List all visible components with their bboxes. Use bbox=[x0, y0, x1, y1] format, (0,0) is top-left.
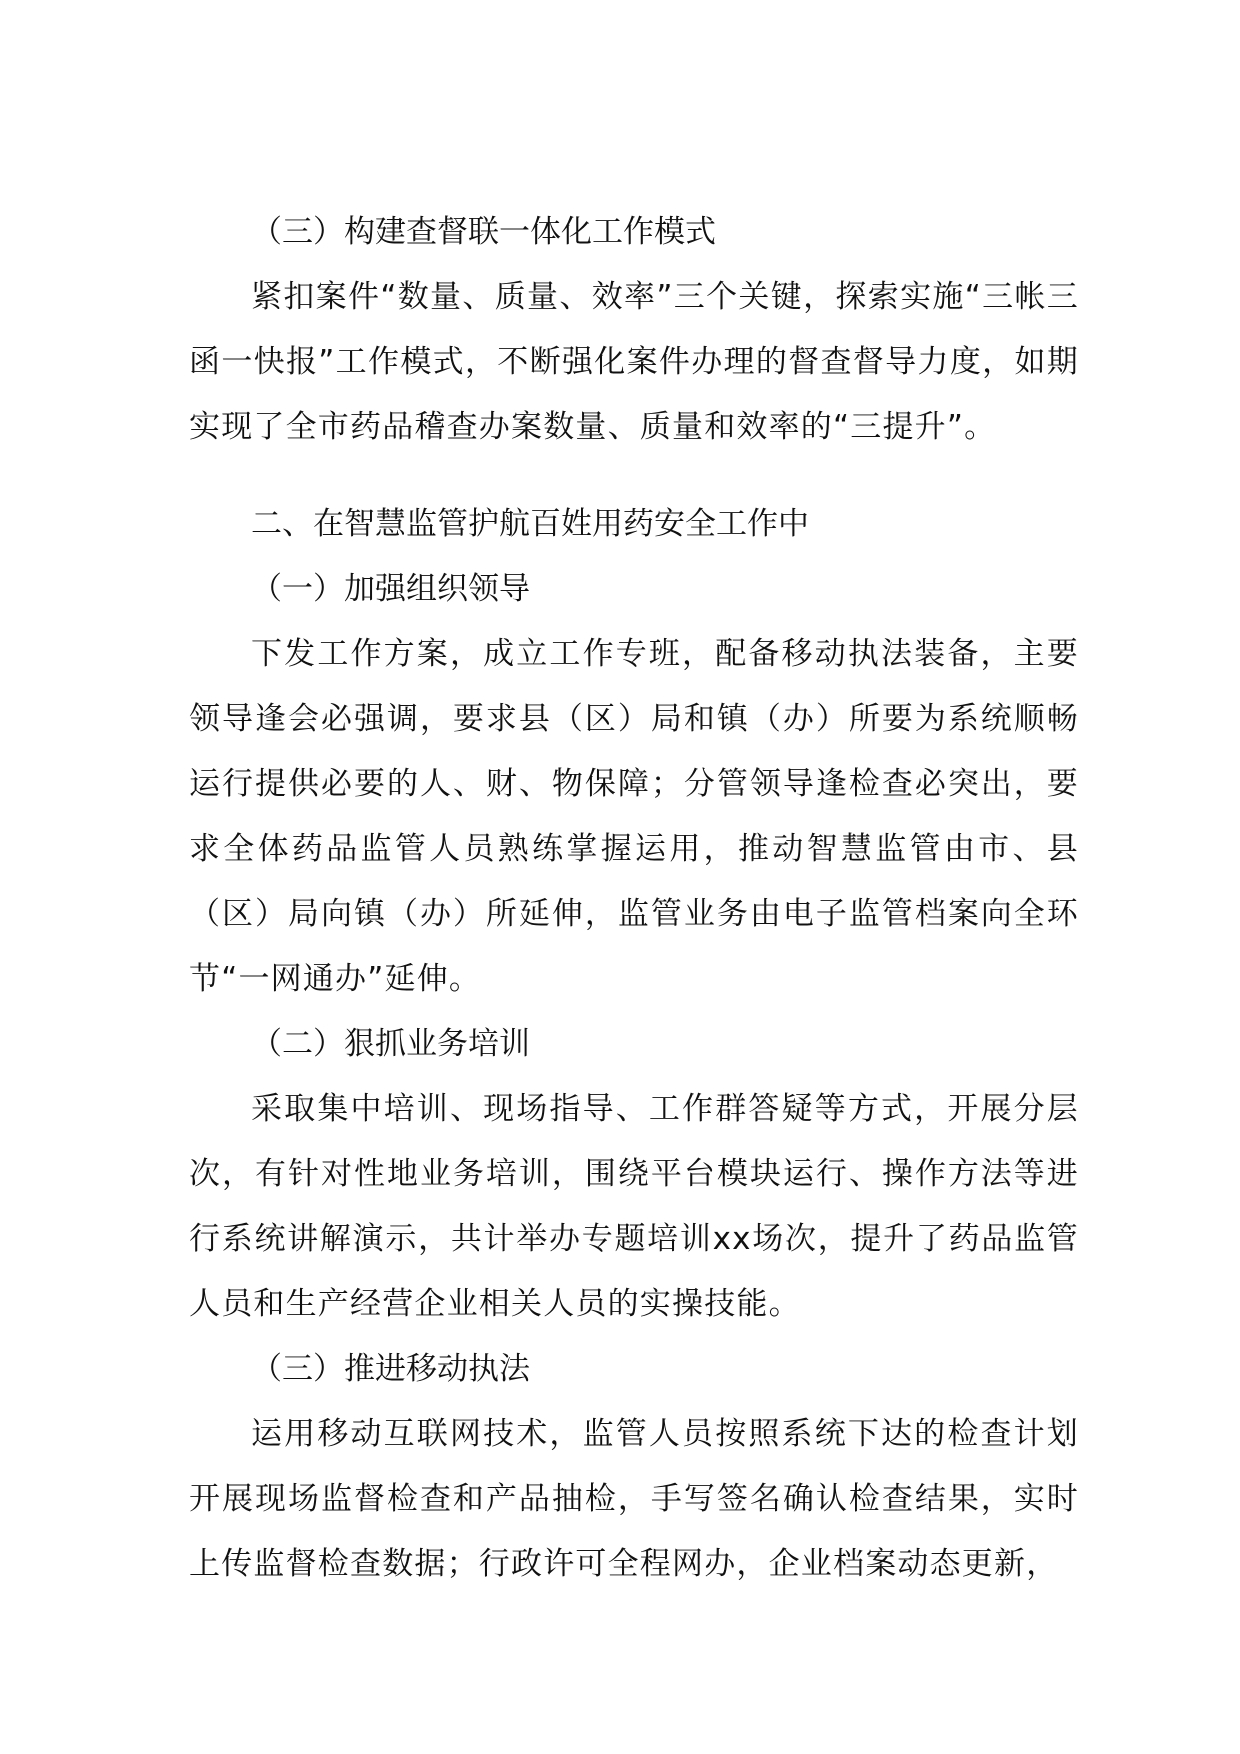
paragraph-mobile-enforcement: 运用移动互联网技术，监管人员按照系统下达的检查计划开展现场监督检查和产品抽检，手写签名确认检查结果，实时上传监督检查数据；行政许可全程网办，企业档案动态更新， bbox=[189, 1416, 1079, 1582]
paragraph-training: 采取集中培训、现场指导、工作群答疑等方式，开展分层次，有针对性地业务培训，围绕平台模块运行、操作方法等进行系统讲解演示，共计举办专题培训xx场次，提升了药品监管人员和生产经营企业相关人员的实操技能。 bbox=[189, 1091, 1079, 1322]
paragraph-case-handling: 紧扣案件“数量、质量、效率”三个关键，探索实施“三帐三函一快报”工作模式，不断强化案件办理的督查督导力度，如期实现了全市药品稽查办案数量、质量和效率的“三提升”。 bbox=[189, 279, 1079, 445]
subheading-organization: （一）加强组织领导 bbox=[251, 571, 530, 607]
document-body bbox=[189, 200, 1079, 1597]
section-spacer bbox=[189, 460, 1079, 492]
section-title-smart-supervision: 二、在智慧监管护航百姓用药安全工作中 bbox=[251, 506, 809, 542]
subheading-build-model: （三）构建查督联一体化工作模式 bbox=[251, 214, 716, 250]
subheading-training: （二）狠抓业务培训 bbox=[251, 1026, 530, 1062]
subheading-mobile-enforcement: （三）推进移动执法 bbox=[251, 1351, 530, 1387]
paragraph-organization: 下发工作方案，成立工作专班，配备移动执法装备，主要领导逢会必强调，要求县（区）局和镇（办）所要为系统顺畅运行提供必要的人、财、物保障；分管领导逢检查必突出，要求全体药品监管人员熟练掌握运用，推动智慧监管由市、县（区）局向镇（办）所延伸，监管业务由电子监管档案向全环节“一网通办”延伸。 bbox=[189, 636, 1079, 997]
